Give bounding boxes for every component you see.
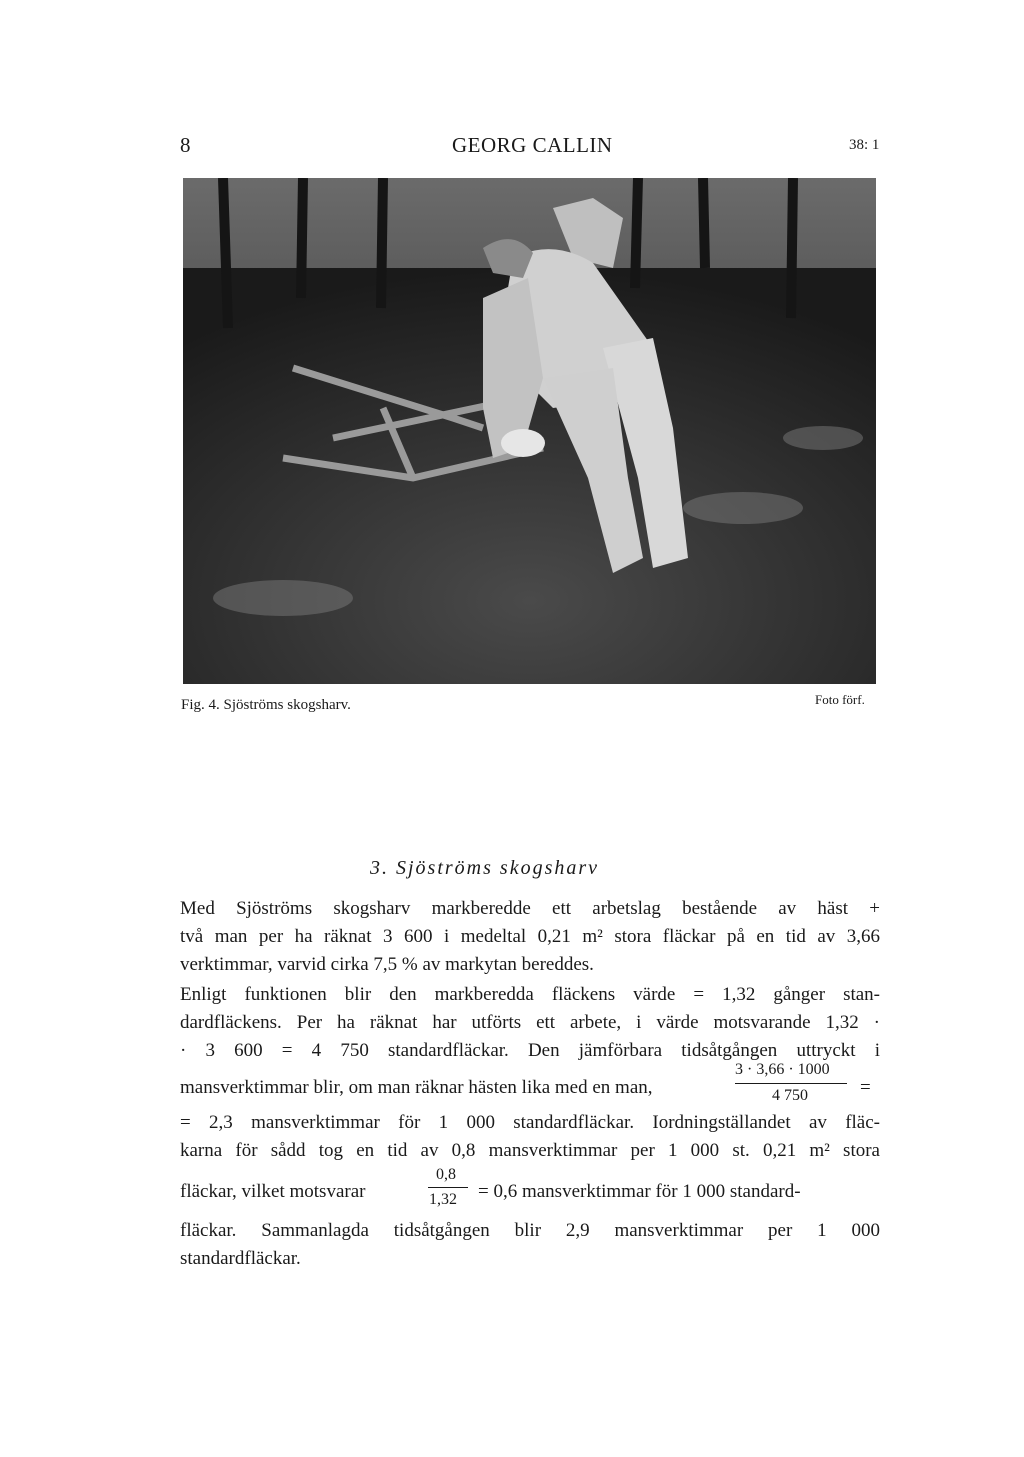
body-line: dardfläckens. Per ha räknat har utförts ett arbete, i värde motsvarande 1,32 · bbox=[180, 1012, 880, 1033]
formula-denominator: 1,32 bbox=[429, 1191, 457, 1208]
body-line: standardfläckar. bbox=[180, 1248, 301, 1269]
photo-illustration bbox=[183, 178, 876, 684]
body-line: två man per ha räknat 3 600 i medeltal 0,21 m² stora fläckar på en tid av 3,66 bbox=[180, 926, 880, 947]
running-head: GEORG CALLIN bbox=[452, 133, 613, 157]
figure-credit: Foto förf. bbox=[815, 692, 865, 707]
body-line: verktimmar, varvid cirka 7,5 % av markytan bereddes. bbox=[180, 954, 594, 975]
page-number: 8 bbox=[180, 133, 191, 157]
body-line: fläckar. Sammanlagda tidsåtgången blir 2,9 mansverktimmar per 1 000 bbox=[180, 1220, 880, 1241]
equals-sign: = bbox=[860, 1077, 871, 1098]
formula-denominator: 4 750 bbox=[772, 1087, 808, 1104]
section-heading: 3. Sjöströms skogsharv bbox=[370, 857, 600, 879]
body-line: karna för sådd tog en tid av 0,8 mansverktimmar per 1 000 st. 0,21 m² stora bbox=[180, 1140, 880, 1161]
figure-caption: Fig. 4. Sjöströms skogsharv. bbox=[181, 697, 351, 713]
body-line: = 0,6 mansverktimmar för 1 000 standard- bbox=[478, 1181, 801, 1202]
body-line: Med Sjöströms skogsharv markberedde ett arbetslag bestående av häst + bbox=[180, 898, 880, 919]
body-line: = 2,3 mansverktimmar för 1 000 standardfläckar. Iordningställandet av fläc- bbox=[180, 1112, 880, 1133]
volume-reference: 38: 1 bbox=[849, 137, 880, 153]
formula-numerator: 0,8 bbox=[436, 1166, 456, 1183]
body-line: mansverktimmar blir, om man räknar hästen lika med en man, bbox=[180, 1077, 653, 1098]
body-line: Enligt funktionen blir den markberedda fläckens värde = 1,32 gånger stan- bbox=[180, 984, 880, 1005]
figure-photo bbox=[183, 178, 876, 684]
formula-numerator: 3 · 3,66 · 1000 bbox=[735, 1061, 830, 1078]
body-line: fläckar, vilket motsvarar bbox=[180, 1181, 366, 1202]
body-line: · 3 600 = 4 750 standardfläckar. Den jämförbara tidsåtgången uttryckt i bbox=[180, 1040, 880, 1061]
fraction-bar bbox=[428, 1187, 468, 1188]
fraction-bar bbox=[735, 1083, 847, 1084]
